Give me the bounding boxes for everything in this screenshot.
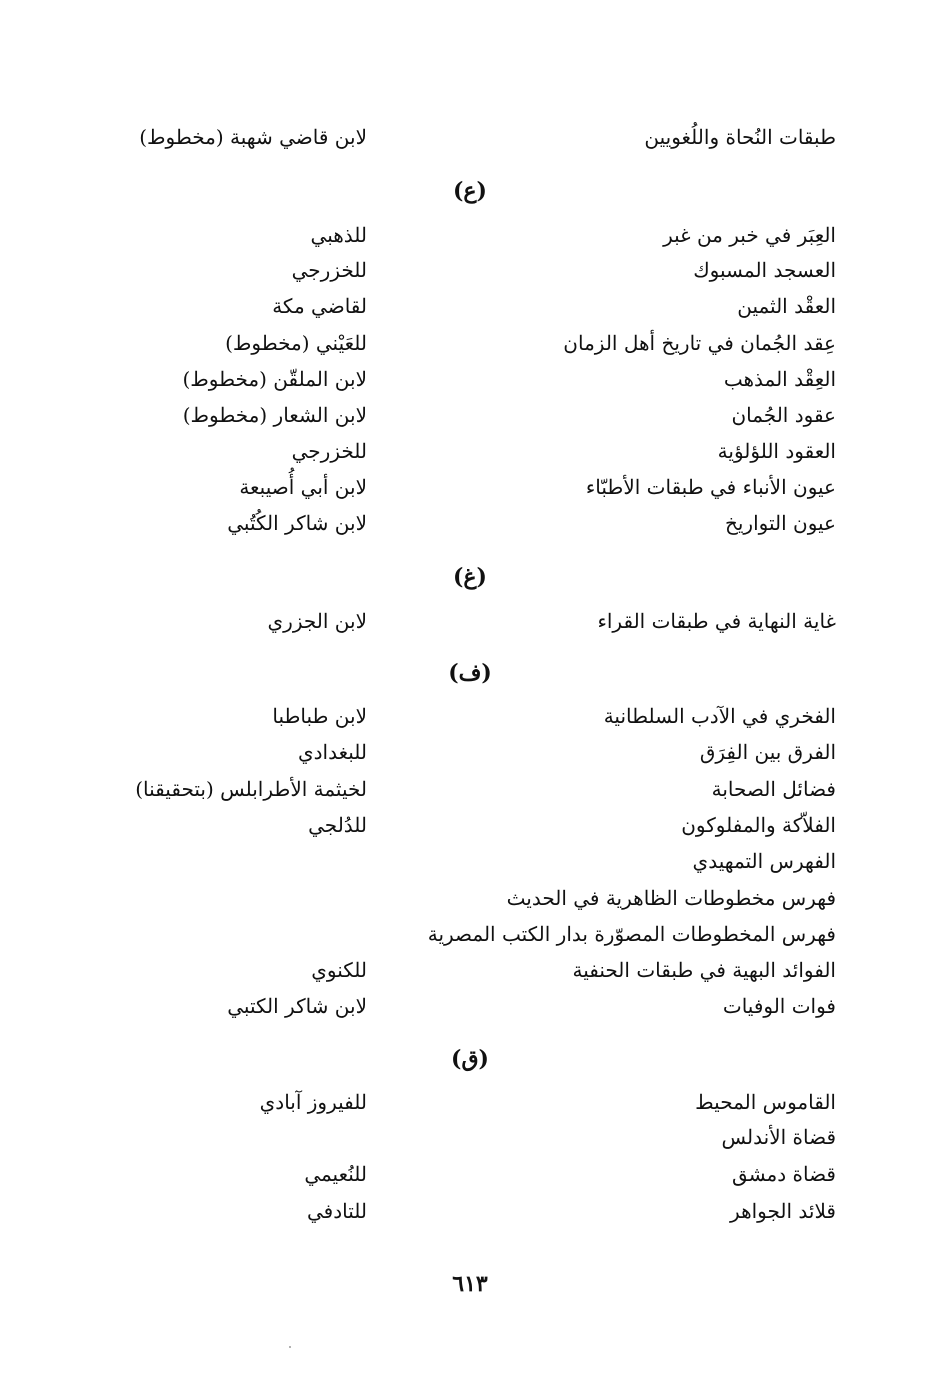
index-entry — [0, 255, 940, 285]
index-entry — [0, 1196, 940, 1226]
entry-title: العقود اللؤلؤية — [717, 439, 836, 463]
entry-title: فهرس المخطوطات المصوّرة بدار الكتب المصرية — [427, 922, 836, 946]
entry-title: طبقات النُحاة واللُغويين — [644, 125, 836, 149]
entry-title: العسجد المسبوك — [693, 258, 836, 282]
entry-author: للكنوي — [311, 958, 367, 982]
entry-title: الفهرس التمهيدي — [692, 849, 836, 873]
entry-title: عقود الجُمان — [731, 403, 836, 427]
letter-heading-fa: (ف) — [448, 660, 492, 686]
entry-author: لابن أبي أُصيبعة — [239, 475, 367, 499]
index-entry — [0, 774, 940, 804]
entry-title: الفخري في الآدب السلطانية — [603, 704, 836, 728]
entry-author: للفيروز آبادي — [259, 1090, 367, 1114]
entry-author: للدُلجي — [308, 813, 367, 837]
entry-title: فوات الوفيات — [722, 994, 836, 1018]
index-entry — [0, 737, 940, 767]
index-entry — [0, 606, 940, 636]
entry-author: لابن الشعار (مخطوط) — [182, 403, 367, 427]
entry-author: للذهبي — [310, 223, 367, 247]
index-entry — [0, 472, 940, 502]
entry-title: الفرق بين الفِرَق — [699, 740, 836, 764]
index-entry — [0, 701, 940, 731]
entry-title: قضاة الأندلس — [721, 1125, 836, 1149]
index-entry — [0, 991, 940, 1021]
entry-author: للعَيْني (مخطوط) — [225, 331, 367, 355]
entry-author: لقاضي مكة — [272, 294, 367, 318]
index-entry — [0, 1159, 940, 1189]
entry-author: للخزرجي — [291, 439, 367, 463]
index-entry — [0, 883, 940, 913]
entry-title: عيون التواريخ — [724, 511, 836, 535]
index-entry — [0, 919, 940, 949]
page-number: ٦١٣ — [452, 1271, 488, 1297]
entry-title: عِقد الجُمان في تاريخ أهل الزمان — [563, 331, 836, 355]
index-entry — [0, 400, 940, 430]
scan-speck — [289, 1346, 291, 1348]
index-entry — [0, 436, 940, 466]
letter-heading-ghain: (غ) — [453, 564, 487, 590]
index-entry — [0, 1087, 940, 1117]
index-entry — [0, 328, 940, 358]
entry-title: الفلاّكة والمفلوكون — [681, 813, 836, 837]
index-entry — [0, 810, 940, 840]
entry-title: العِبَر في خبر من غبر — [663, 223, 836, 247]
entry-title: القاموس المحيط — [695, 1090, 836, 1114]
entry-title: العقْد الثمين — [737, 294, 836, 318]
entry-author: للبغدادي — [297, 740, 367, 764]
entry-author: لابن الملقّن (مخطوط) — [182, 367, 367, 391]
index-entry — [0, 846, 940, 876]
index-entry — [0, 364, 940, 394]
entry-title: غاية النهاية في طبقات القراء — [597, 609, 836, 633]
entry-author: للخزرجي — [291, 258, 367, 282]
entry-author: لابن طباطبا — [272, 704, 367, 728]
index-entry — [0, 220, 940, 250]
entry-title: عيون الأنباء في طبقات الأطبّاء — [585, 475, 836, 499]
letter-heading-qaf: (ق) — [451, 1046, 489, 1072]
index-entry — [0, 122, 940, 152]
entry-title: قلائد الجواهر — [730, 1199, 836, 1223]
index-entry — [0, 955, 940, 985]
entry-author: لابن شاكر الكتبي — [227, 994, 367, 1018]
index-entry — [0, 291, 940, 321]
entry-author: لابن شاكر الكُتُبي — [227, 511, 367, 535]
letter-heading-ain: (ع) — [453, 178, 487, 204]
index-entry — [0, 1122, 940, 1152]
entry-author: لابن قاضي شهبة (مخطوط) — [139, 125, 367, 149]
entry-title: فهرس مخطوطات الظاهرية في الحديث — [506, 886, 836, 910]
entry-title: فضائل الصحابة — [711, 777, 836, 801]
entry-title: الفوائد البهية في طبقات الحنفية — [572, 958, 836, 982]
entry-author: لخيثمة الأطرابلس (بتحقيقنا) — [135, 777, 367, 801]
entry-author: للنُعيمي — [304, 1162, 367, 1186]
entry-author: للتادفي — [307, 1199, 367, 1223]
entry-author: لابن الجزري — [267, 609, 367, 633]
index-entry — [0, 508, 940, 538]
entry-title: قضاة دمشق — [732, 1162, 836, 1186]
entry-title: العِقْد المذهب — [723, 367, 836, 391]
